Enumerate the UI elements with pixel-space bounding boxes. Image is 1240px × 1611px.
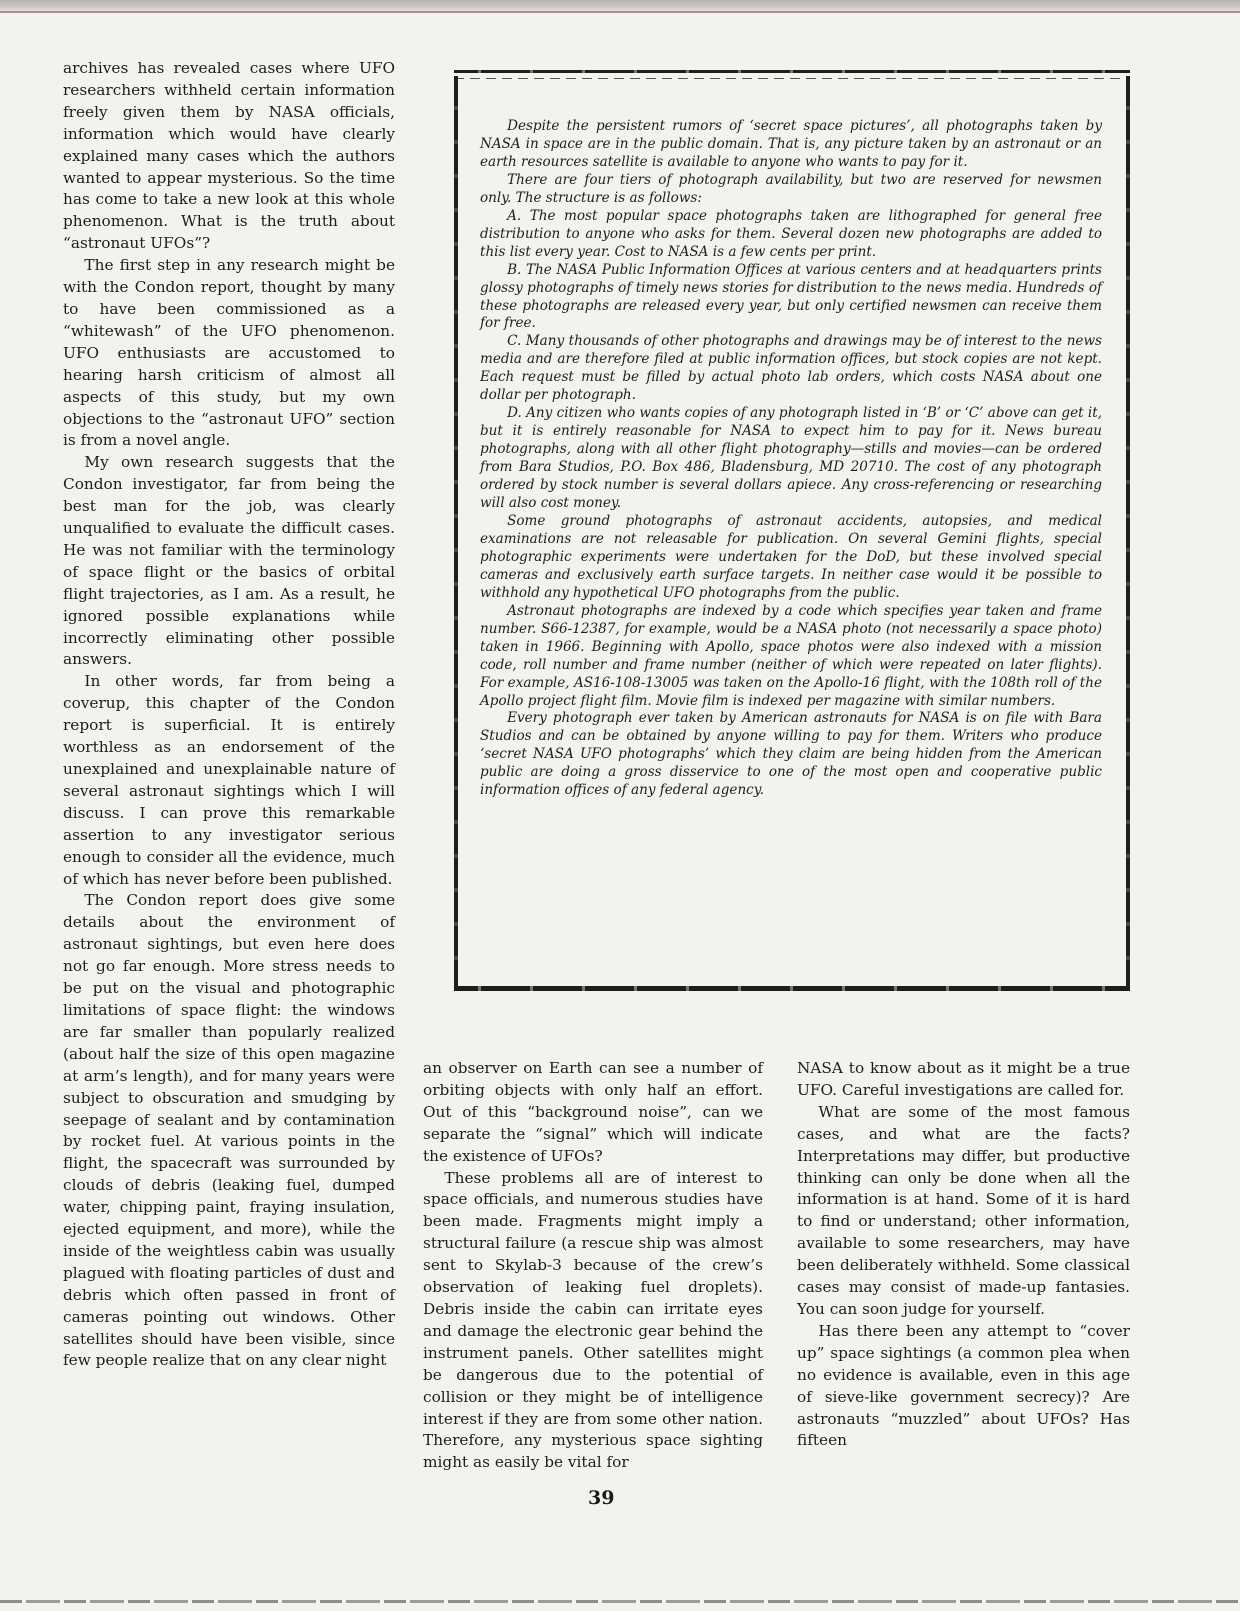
top-edge-line [0,11,1240,13]
sidebar-paragraph: C. Many thousands of other photographs and drawings may be of interest to the news media and are therefore filed at public information offices, but stock copies are not kept. Each request must be filled by actual photo lab orders, which costs NASA about one dollar per photograph. [480,333,1102,404]
paragraph: an observer on Earth can see a number of orbiting objects with only half an effort. Out of this “background noise”, can we separate the “signal” which will indicate the existence of UFOs? [423,1059,763,1165]
sidebar-paragraph: Despite the persistent rumors of ‘secret space pictures’, all photographs taken by NASA in space are in the public domain. That is, any picture taken by an astronaut or an earth resources satellite is available to anyone who wants to pay for it. [480,118,1102,170]
paragraph: Has there been any attempt to “cover up” space sightings (a common plea when no evidence is available, even in this age of sieve-like government secrecy)? Are astronauts “muzzled” about UFOs? Has fifteen [797,1321,1130,1450]
sidebar-paragraph: A. The most popular space photographs taken are lithographed for general free distribution to anyone who asks for them. Several dozen new photographs are added to this list every year. Cost to NASA is a few cents per print. [480,207,1102,260]
sidebar-top-border [454,70,1130,73]
sidebar-paragraph: There are four tiers of photograph availability, but two are reserved for newsmen only. The structure is as follows: [480,171,1102,206]
right-text-column [797,1058,1130,1452]
paragraph: In other words, far from being a coverup, this chapter of the Condon report is superficial. It is entirely worthless as an endorsement of the unexplained and unexplainable nature of several astronaut sightings which I will discuss. I can prove this remarkable assertion to any investigator serious enough to consider all the evidence, much of which has never before been published. [63,672,395,888]
middle-text-column [423,1058,763,1474]
sidebar-bottom-border [454,986,1130,991]
sidebar-paragraph: Some ground photographs of astronaut accidents, autopsies, and medical examinations are not releasable for publication. On several Gemini flights, special photographic experiments were undertaken for the DoD, but these involved special cameras and exclusively earth surface targets. In neither case would it be possible to withhold any hypothetical UFO photographs from the public. [480,512,1102,601]
bottom-edge-line [0,1600,1240,1603]
sidebar-top-dash-line [454,78,1130,79]
paragraph: The first step in any research might be with the Condon report, thought by many to have been commissioned as a “whitewash” of the UFO phenomenon. UFO enthusiasts are accustomed to hearing harsh criticism of almost all aspects of this study, but my own objections to the “astronaut UFO” section is from a novel angle. [63,256,395,450]
paragraph: What are some of the most famous cases, and what are the facts? Interpretations may differ, but productive thinking can only be done when all the information is at hand. Some of it is hard to find or understand; other information, available to some researchers, may have been deliberately withheld. Some classical cases may consist of made-up fantasies. You can soon judge for yourself. [797,1102,1130,1318]
sidebar-box [454,66,1130,996]
sidebar-paragraph: Astronaut photographs are indexed by a code which specifies year taken and frame number. S66-12387, for example, would be a NASA photo (not necessarily a space photo) taken in 1966. Beginning with Apollo, space photos were also indexed with a mission code, roll number and frame number (neither of which were repeated on later flights). For example, AS16-108-13005 was taken on the Apollo-16 flight, with the 108th roll of the Apollo project flight film. Movie film is indexed per magazine with similar numbers. [480,602,1102,709]
sidebar-paragraph: Every photograph ever taken by American astronauts for NASA is on file with Bara Studios and can be obtained by anyone willing to pay for them. Writers who produce ‘secret NASA UFO photographs’ which they claim are being hidden from the American public are doing a gross disservice to one of the most open and cooperative public information offices of any federal agency. [480,710,1102,799]
sidebar-paragraph: B. The NASA Public Information Offices at various centers and at headquarters prints glossy photographs of timely news stories for distribution to the news media. Hundreds of these photographs are released every year, but only certified newsmen can receive them for free. [480,261,1102,332]
page-number: 39 [588,1487,615,1509]
paragraph: The Condon report does give some details about the environment of astronaut sightings, but even here does not go far enough. More stress needs to be put on the visual and photographic limitations of space flight: the windows are far smaller than popularly realized (about half the size of this open magazine at arm’s length), and for many years were subject to obscuration and smudging by seepage of sealant and by contamination by rocket fuel. At various points in the flight, the spacecraft was surrounded by clouds of debris (leaking fuel, dumped water, chipping paint, fraying insulation, ejected equipment, and more), while the inside of the weightless cabin was usually plagued with floating particles of dust and debris which often passed in front of cameras pointing out windows. Other satellites should have been visible, since few people realize that on any clear night [63,891,395,1370]
sidebar-paragraph: D. Any citizen who wants copies of any photograph listed in ‘B’ or ‘C’ above can get it, but it is entirely reasonable for NASA to expect him to pay for it. News bureau photographs, along with all other flight photography—stills and movies—can be ordered from Bara Studios, P.O. Box 486, Bladensburg, MD 20710. The cost of any photograph ordered by stock number is several dollars apiece. Any cross-referencing or researching will also cost money. [480,405,1102,512]
sidebar-left-border [454,76,458,986]
paragraph: NASA to know about as it might be a true UFO. Careful investigations are called for. [797,1059,1130,1099]
paragraph: My own research suggests that the Condon investigator, far from being the best man for the job, was clearly unqualified to evaluate the difficult cases. He was not familiar with the terminology of space flight or the basics of orbital flight trajectories, as I am. As a result, he ignored possible explanations while incorrectly eliminating other possible answers. [63,453,395,669]
paragraph: archives has revealed cases where UFO researchers withheld certain information freely given them by NASA officials, information which would have clearly explained many cases which the authors wanted to appear mysterious. So the time has come to take a new look at this whole phenomenon. What is the truth about “astronaut UFOs”? [63,59,395,253]
paragraph: These problems all are of interest to space officials, and numerous studies have been made. Fragments might imply a structural failure (a rescue ship was almost sent to Skylab-3 because of the crew’s observation of leaking fuel droplets). Debris inside the cabin can irritate eyes and damage the electronic gear behind the instrument panels. Other satellites might be dangerous due to the potential of collision or they might be of intelligence interest if they are from some other nation. Therefore, any mysterious space sighting might as easily be vital for [423,1168,763,1472]
left-text-column [63,58,395,1372]
sidebar-right-border [1126,76,1130,986]
sidebar-text [480,118,1102,800]
